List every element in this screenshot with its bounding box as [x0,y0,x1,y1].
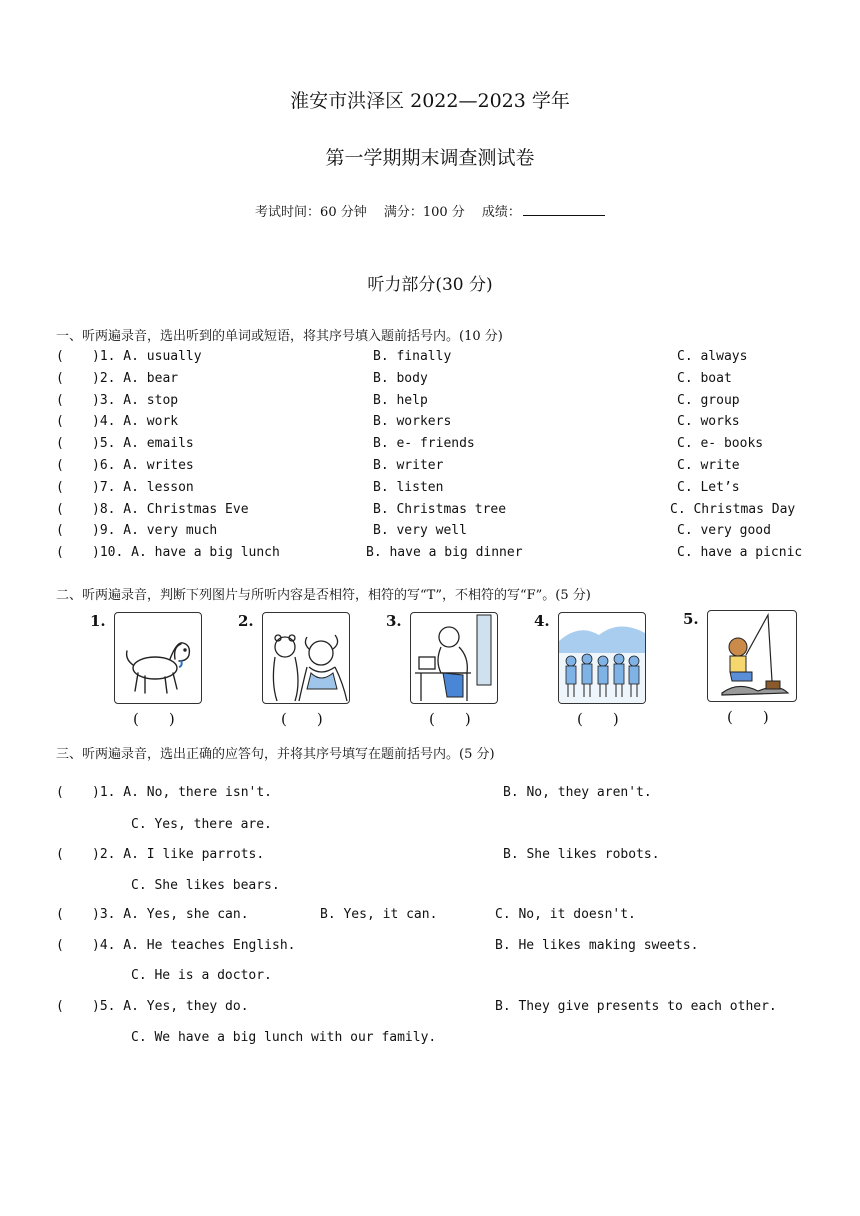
option-a: )7. A. lesson [92,480,194,495]
option-a: )3. A. Yes, she can. [92,907,249,922]
option-a: )5. A. emails [92,436,194,451]
option-b: B. workers [373,414,452,429]
picture-number: 2. [238,612,254,630]
part3-heading: 三、听两遍录音，选出正确的应答句，并将其序号填写在题前括号内。(5 分) [56,747,495,762]
section-title: 听力部分(30 分) [367,275,493,295]
option-c: C. works [677,414,740,429]
option-b: B. He likes making sweets. [495,938,699,953]
answer-blank[interactable]: ( ) [429,710,471,728]
option-a: )4. A. He teaches English. [92,938,296,953]
option-a: )3. A. stop [92,393,179,408]
answer-paren[interactable]: ( [56,785,64,800]
option-b: B. They give presents to each other. [495,999,777,1014]
exam-info [0,201,860,220]
option-b: B. e- friends [373,436,475,451]
option-b: B. She likes robots. [503,847,660,862]
exam-title-line1: 淮安市洪泽区 2022—2023 学年 [290,90,570,112]
option-b: B. Christmas tree [373,502,507,517]
dog-picture [114,612,202,704]
option-c: C. Let’s [677,480,740,495]
option-b: B. very well [373,523,467,538]
option-b: B. help [373,393,428,408]
answer-paren[interactable]: ( [56,999,64,1014]
answer-blank[interactable]: ( ) [133,710,175,728]
option-b: B. body [373,371,428,386]
answer-paren[interactable]: ( [56,458,64,473]
answer-paren[interactable]: ( [56,349,64,364]
answer-blank[interactable]: ( ) [727,708,769,726]
option-c: C. He is a doctor. [131,968,272,983]
answer-paren[interactable]: ( [56,393,64,408]
option-c: C. write [677,458,740,473]
bear-and-girl-picture [262,612,350,704]
option-a: )9. A. very much [92,523,218,538]
option-a: )8. A. Christmas Eve [92,502,249,517]
option-b: B. listen [373,480,444,495]
answer-paren[interactable]: ( [56,436,64,451]
option-a: )6. A. writes [92,458,194,473]
answer-blank[interactable]: ( ) [281,710,323,728]
answer-paren[interactable]: ( [56,907,64,922]
option-a: )4. A. work [92,414,179,429]
answer-paren[interactable]: ( [56,523,64,538]
option-c: C. very good [677,523,771,538]
option-c: C. No, it doesn't. [495,907,636,922]
part2-heading: 二、听两遍录音，判断下列图片与所听内容是否相符，相符的写“T”，不相符的写“F”。(5 分) [56,588,591,603]
answer-paren[interactable]: ( [56,371,64,386]
answer-paren[interactable]: ( [56,502,64,517]
picture-number: 1. [90,612,106,630]
score-blank[interactable] [523,203,605,216]
option-c: C. She likes bears. [131,878,280,893]
exam-title-line2: 第一学期期末调查测试卷 [325,147,535,169]
option-b: B. writer [373,458,444,473]
option-c: C. e- books [677,436,764,451]
picture-number: 4. [534,612,550,630]
option-c: C. We have a big lunch with our family. [131,1030,437,1045]
option-a: )2. A. bear [92,371,179,386]
boy-fishing-picture [707,610,797,702]
option-b: B. No, they aren't. [503,785,652,800]
option-c: C. always [677,349,748,364]
answer-paren[interactable]: ( [56,847,64,862]
children-group-picture [558,612,646,704]
option-a: )10. A. have a big lunch [92,545,280,560]
picture-number: 5. [683,610,699,628]
exam-info-text: 考试时间：60 分钟 满分：100 分 成绩： [255,205,521,220]
option-c: C. Christmas Day [670,502,796,517]
option-b: B. have a big dinner [366,545,523,560]
option-a: )1. A. No, there isn't. [92,785,273,800]
answer-blank[interactable]: ( ) [577,710,619,728]
option-a: )1. A. usually [92,349,202,364]
picture-number: 3. [386,612,402,630]
option-a: )5. A. Yes, they do. [92,999,249,1014]
answer-paren[interactable]: ( [56,480,64,495]
option-a: )2. A. I like parrots. [92,847,265,862]
answer-paren[interactable]: ( [56,414,64,429]
option-b: B. finally [373,349,452,364]
option-c: C. have a picnic [677,545,803,560]
option-c: C. boat [677,371,732,386]
man-at-desk-picture [410,612,498,704]
answer-paren[interactable]: ( [56,545,64,560]
answer-paren[interactable]: ( [56,938,64,953]
option-b: B. Yes, it can. [320,907,438,922]
part1-heading: 一、听两遍录音，选出听到的单词或短语，将其序号填入题前括号内。(10 分) [56,329,503,344]
option-c: C. group [677,393,740,408]
option-c: C. Yes, there are. [131,817,272,832]
